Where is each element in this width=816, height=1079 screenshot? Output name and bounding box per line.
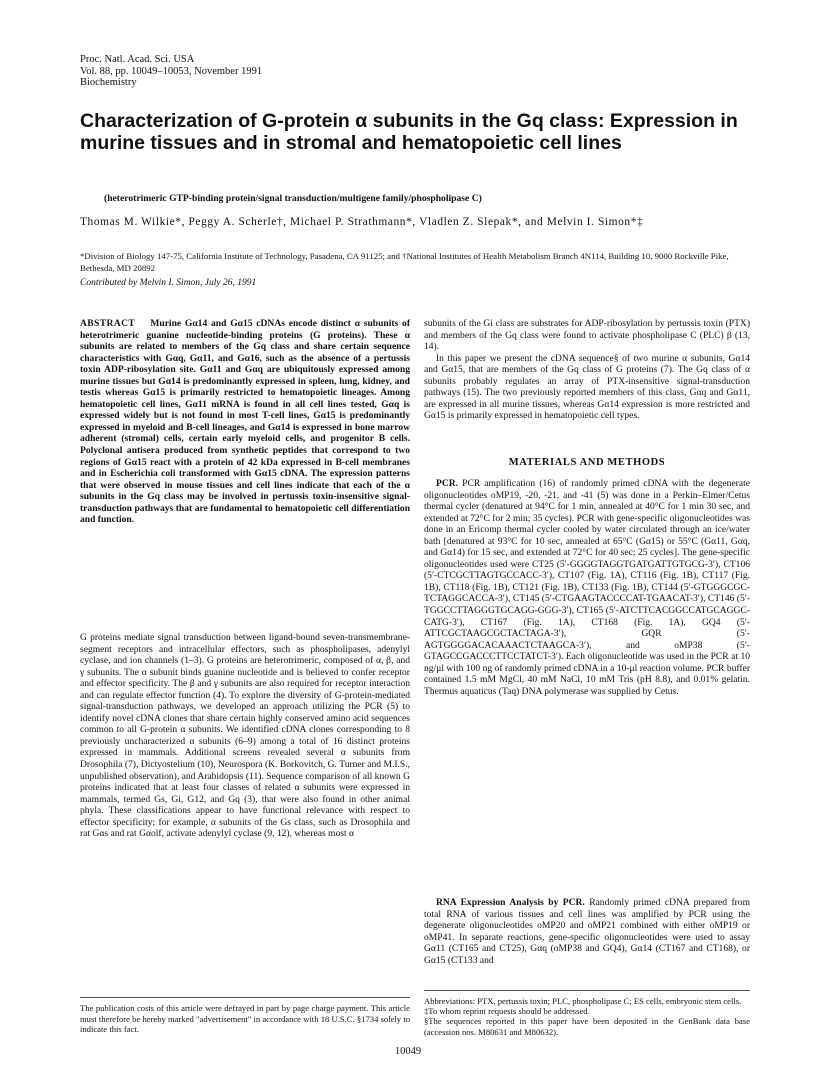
- contributed-by: Contributed by Melvin I. Simon, July 26, 1991: [80, 278, 257, 288]
- rna-text: Randomly primed cDNA prepared from total RNA of various tissues and cell lines was amplified by PCR using the degenerate oligonucleotides oMP20 and oMP21 combined with either oMP19 or oMP41. In separate reactions, gene-specific oligonucleotides were used to assay Gα11 (CT165 and CT25), Gαq (oMP38 and GQ4), Gα14 (CT167 and CT168), or Gα15 (CT133 and: [424, 897, 751, 966]
- journal-header: [80, 54, 262, 89]
- publication-cost-text: The publication costs of this article were defrayed in part by page charge payment. This article must therefore be hereby marked "advertisement" in accordance with 18 U.S.C. §1734 solely to indicate this fact.: [80, 1003, 410, 1034]
- abstract: [80, 318, 410, 526]
- intro-paragraph-2: In this paper we present the cDNA sequence§ of two murine α subunits, Gα14 and Gα15, that are members of the Gq class of G proteins (7). The Gq class of α subunits probably regulates an array of PTX-insensitive signal-transduction pathways (15). The two previously reported members of this class, Gαq and Gα11, are expressed in all murine tissues, whereas Gα14 expression is more restricted and Gα15 is primarily expressed in hematopoietic cell types.: [424, 352, 750, 422]
- paper-title: Characterization of G-protein α subunits in the Gq class: Expression in murine tissues and in stromal and hematopoietic cell lines: [80, 110, 738, 154]
- pcr-section: [424, 478, 750, 697]
- journal-section: Biochemistry: [80, 77, 137, 88]
- affiliation: *Division of Biology 147-75, California Institute of Technology, Pasadena, CA 91125; and †National Institutes of Health Metabolism Branch 4N114, Building 10, 9000 Rockville Pike, Bethesda, MD 20892: [80, 251, 729, 273]
- rna-section: [424, 897, 750, 966]
- footnotes-right: [424, 990, 750, 1037]
- journal-name: Proc. Natl. Acad. Sci. USA: [80, 54, 195, 65]
- rna-label: RNA Expression Analysis by PCR.: [436, 897, 585, 908]
- abstract-text: Murine Gα14 and Gα15 cDNAs encode distinct α subunits of heterotrimeric guanine nucleotide-binding proteins (G proteins). These α subunits are related to members of the Gq class and share certain sequence characteristics with Gαq, Gα11, and Gα16, such as the absence of a pertussis toxin ADP-ribosylation site. Gα11 and Gαq are ubiquitously expressed among murine tissues but Gα14 is predominantly expressed in spleen, lung, kidney, and testis whereas Gα15 is primarily restricted to hematopoietic lineages. Among hematopoietic cell lines, Gα11 mRNA is found in all cell lines tested, Gαq is expressed widely but is not found in most T-cell lines, Gα15 is predominantly expressed in myeloid and B-cell lineages, and Gα14 is expressed in bone marrow adherent (stromal) cells, certain early myeloid cells, and progenitor B cells. Polyclonal antisera produced from synthetic peptides that correspond to two regions of Gα15 react with a protein of 42 kDa expressed in B-cell membranes and in Escherichia coli transformed with Gα15 cDNA. The expression patterns that were observed in mouse tissues and cell lines indicate that each of the α subunits in the Gq class may be involved in pertussis toxin-insensitive signal-transduction pathways that are fundamental to hematopoietic cell differentiation and function.: [80, 318, 410, 526]
- right-column-intro: [424, 318, 750, 422]
- authors: Thomas M. Wilkie*, Peggy A. Scherle†, Michael P. Strathmann*, Vladlen Z. Slepak*, and Melvin I. Simon*‡: [80, 216, 644, 228]
- pcr-text: PCR amplification (16) of randomly primed cDNA with the degenerate oligonucleotides oMP19, -20, -21, and -41 (5) was done in a Perkin–Elmer/Cetus thermal cycler (denatured at 94°C for 1 min, annealed at 40°C for 1 min 30 sec, and extended at 72°C for 2 min; 35 cycles). PCR with gene-specific oligonucleotides was done in an Ericomp thermal cycler cooled by water circulated through an ice/water bath [denatured at 93°C for 10 sec, annealed at 65°C (Gα15) or 55°C (Gα11, Gαq, and Gα14) for 15 sec, and extended at 72°C for 40 sec; 25 cycles]. The gene-specific oligonucleotides used were CT25 (5′-GGGGTAGGTGATGATTGTGCG-3′), CT106 (5′-CTCGCTTAGTGCCACC-3′), CT107 (Fig. 1A), CT116 (Fig. 1B), CT117 (Fig. 1B), CT118 (Fig. 1B), CT121 (Fig. 1B), CT133 (Fig. 1B), CT144 (5′-GTGGGCGC-TCTAGGCACCA-3′), CT145 (5′-CTGAAGTACCCCAT-TGAACAT-3′), CT146 (5′-TGGCCTTAGGGTGCAGG-GGG-3′), CT165 (5′-ATCTTCACGGCCATGCAGGC-CATG-3′), CT167 (Fig. 1A), CT168 (Fig. 1A), GQ4 (5′-ATTCGCTAAGCGCTACTAGA-3′), GQR (5′-AGTGGGGACACAAACTCTAAGCA-3′), and oMP38 (5′-GTAGCCGACCCTTCCTATCT-3′). Each oligonucleotide was used in the PCR at 10 ng/μl with 100 ng of randomly primed cDNA in a 10-μl reaction volume. PCR buffer contained 1.5 mM MgCl, 40 mM NaCl, 10 mM Tris (pH 8.8), and 0.01% gelatin. Thermus aquaticus (Taq) DNA polymerase was supplied by Cetus.: [424, 478, 750, 697]
- intro-continuation: subunits of the Gi class are substrates for ADP-ribosylation by pertussis toxin (PTX) and members of the Gq class were found to activate phospholipase C (PLC) β (13, 14).: [424, 318, 750, 353]
- page-number: 10049: [394, 1046, 422, 1057]
- introduction-text: G proteins mediate signal transduction between ligand-bound seven-transmembrane-segment receptors and intracellular effectors, such as phospholipases, adenylyl cyclase, and ion channels (1–3). G proteins are heterotrimeric, composed of α, β, and γ subunits. The α subunit binds guanine nucleotide and is believed to confer receptor and effector specificity. The β and γ subunits are also required for receptor interaction and can regulate effector function (4). To explore the diversity of G-protein-mediated signal-transduction pathways, we developed an approach utilizing the PCR (5) to identify novel cDNA clones that share certain highly conserved amino acid sequences common to all G-protein α subunits. We identified cDNA clones corresponding to 8 previously uncharacterized α subunits (6–9) among a total of 16 distinct proteins expressed in mammals. Additional screens revealed several α subunits from Drosophila (7), Dictyostelium (10), Neurospora (K. Borkovitch, G. Turner and M.I.S., unpublished observation), and Arabidopsis (11). Sequence comparison of all known G proteins indicated that at least four classes of related α subunits were expressed in mammals, termed Gs, Gi, G12, and Gq (3), that were also found in other animal phyla. These classifications appear to have functional relevance with respect to effector specificity; for example, α subunits of the Gs class, such as Drosophila and rat Gαs and rat Gαolf, activate adenylyl cyclase (9, 12), whereas most α: [80, 632, 410, 840]
- reprint-footnote: ‡To whom reprint requests should be addressed.: [424, 1006, 590, 1017]
- abbreviations: Abbreviations: PTX, pertussis toxin; PLC, phospholipase C; ES cells, embryonic stem cells.: [424, 996, 742, 1006]
- abstract-label: ABSTRACT: [80, 318, 136, 329]
- introduction: [80, 632, 410, 840]
- methods-heading: MATERIALS AND METHODS: [508, 457, 666, 468]
- keywords: (heterotrimeric GTP-binding protein/signal transduction/multigene family/phospholipase C): [104, 193, 482, 204]
- sequence-footnote: §The sequences reported in this paper have been deposited in the GenBank data base (accession nos. M80631 and M80632).: [424, 1016, 750, 1037]
- journal-volume: Vol. 88, pp. 10049–10053, November 1991: [80, 65, 263, 77]
- publication-cost-footnote: [80, 997, 410, 1035]
- pcr-label: PCR.: [436, 478, 459, 489]
